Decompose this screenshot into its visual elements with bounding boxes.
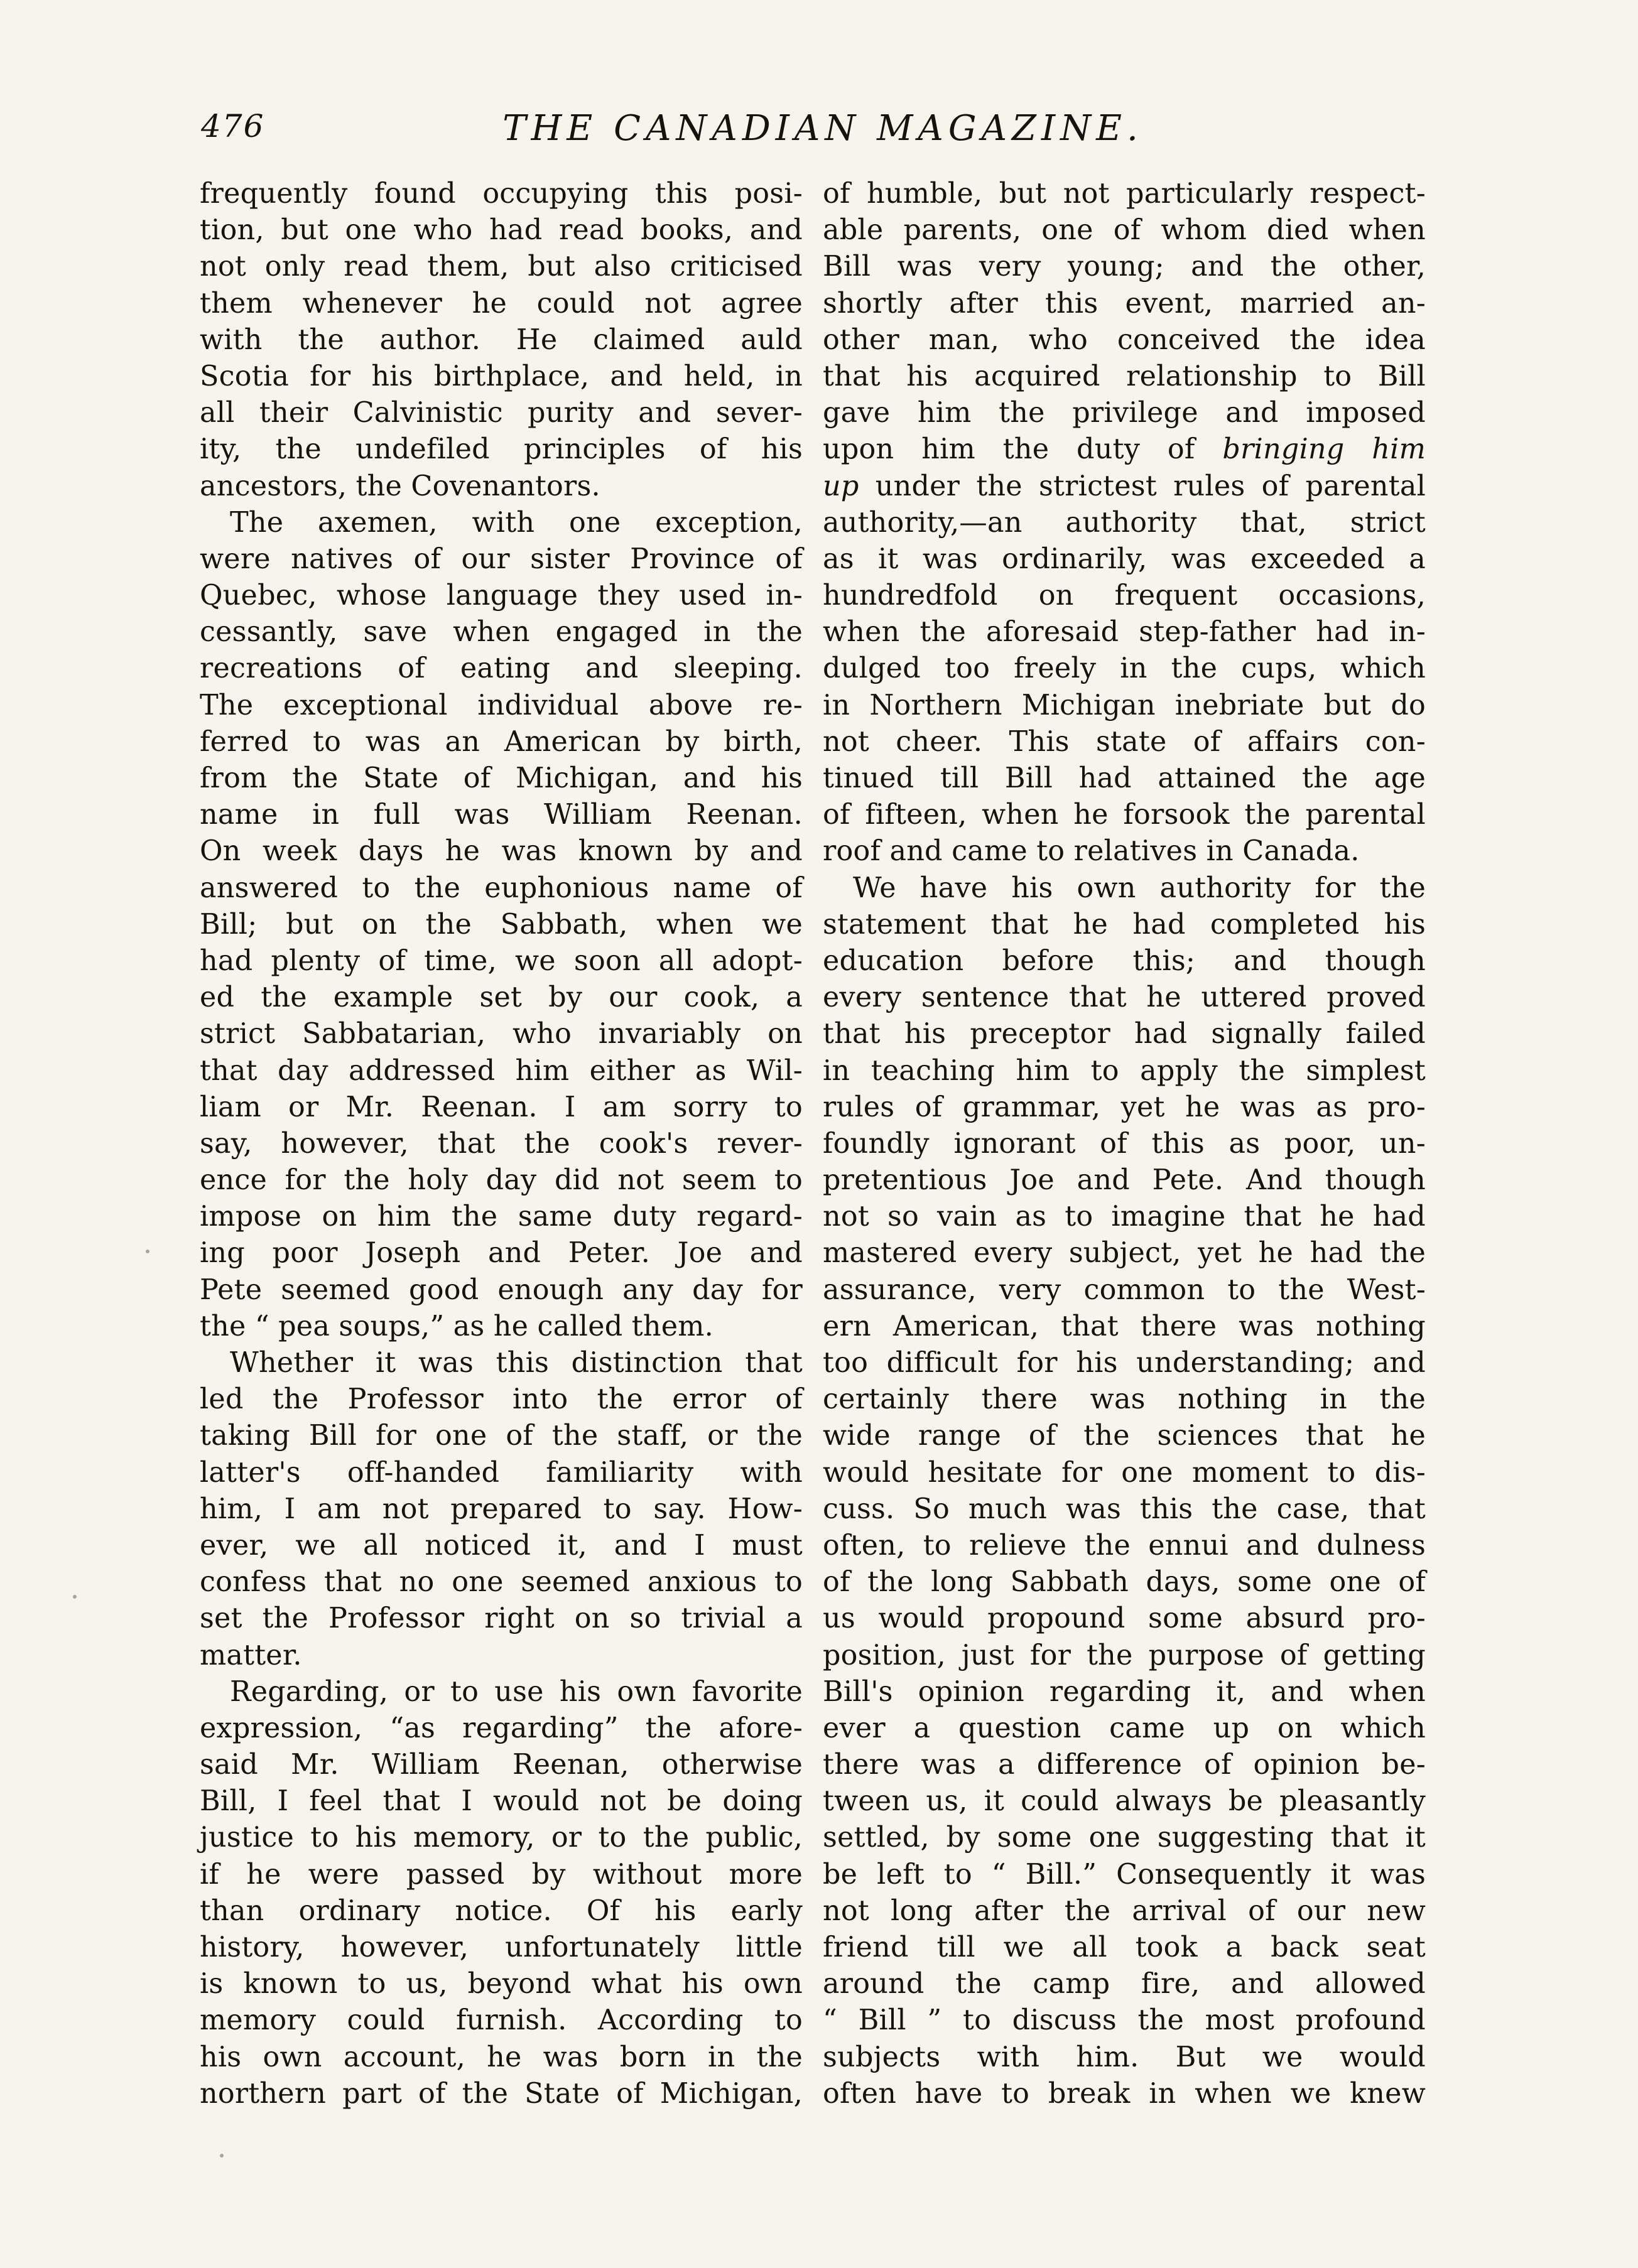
left-column-line: recreations of eating and sleeping.: [200, 652, 803, 685]
left-column-line: were natives of our sister Province of: [200, 543, 803, 575]
left-column: [200, 176, 803, 2112]
right-column-line: rules of grammar, yet he was as pro-: [823, 1091, 1426, 1123]
paper-speck: [73, 1595, 77, 1599]
right-column-line: Bill was very young; and the other,: [823, 251, 1426, 283]
right-column-line: too difficult for his understanding; and: [823, 1347, 1426, 1379]
left-column-line: Whether it was this distinction that: [230, 1347, 803, 1379]
left-column-line: that day addressed him either as Wil-: [200, 1054, 803, 1087]
right-column-line: often, to relieve the ennui and dulness: [823, 1529, 1426, 1562]
running-head: [201, 108, 1445, 158]
right-column-line: other man, who conceived the idea: [823, 323, 1426, 356]
right-column: [823, 176, 1426, 2112]
left-column-line: latter's off-handed familiarity with: [200, 1456, 803, 1489]
left-column-line: them whenever he could not agree: [200, 287, 803, 320]
left-column-line: not only read them, but also criticised: [200, 251, 803, 283]
right-column-line: would hesitate for one moment to dis-: [823, 1456, 1426, 1489]
right-column-line: statement that he had completed his: [823, 908, 1426, 941]
right-column-line: pretentious Joe and Pete. And though: [823, 1164, 1426, 1197]
right-column-line: in Northern Michigan inebriate but do: [823, 689, 1426, 721]
left-column-line: the “ pea soups,” as he called them.: [200, 1310, 714, 1342]
left-column-line: The axemen, with one exception,: [230, 506, 803, 539]
right-column-line: subjects with him. But we would: [823, 2041, 1426, 2073]
right-column-line: that his acquired relationship to Bill: [823, 360, 1426, 392]
left-column-line: history, however, unfortunately little: [200, 1931, 803, 1963]
left-column-line: ed the example set by our cook, a: [200, 981, 803, 1014]
right-column-line: ern American, that there was nothing: [823, 1310, 1426, 1342]
right-column-line: cuss. So much was this the case, that: [823, 1493, 1426, 1525]
left-column-line: from the State of Michigan, and his: [200, 762, 803, 794]
right-column-line: of the long Sabbath days, some one of: [823, 1566, 1426, 1599]
right-column-line: roof and came to relatives in Canada.: [823, 835, 1360, 868]
left-column-line: ever, we all noticed it, and I must: [200, 1529, 803, 1562]
left-column-line: set the Professor right on so trivial a: [200, 1602, 803, 1635]
right-column-line: that his preceptor had signally failed: [823, 1018, 1426, 1050]
right-column-line: gave him the privilege and imposed: [823, 397, 1426, 429]
left-column-line: On week days he was known by and: [200, 835, 803, 868]
right-column-line: shortly after this event, married an-: [823, 287, 1426, 320]
right-column-line: Bill's opinion regarding it, and when: [823, 1675, 1426, 1708]
left-column-line: northern part of the State of Michigan,: [200, 2077, 803, 2110]
right-column-line: able parents, one of whom died when: [823, 214, 1426, 247]
left-column-line: strict Sabbatarian, who invariably on: [200, 1018, 803, 1050]
left-column-line: matter.: [200, 1639, 302, 1671]
right-column-line: around the camp fire, and allowed: [823, 1968, 1426, 2001]
right-column-line: friend till we all took a back seat: [823, 1931, 1426, 1963]
column-gutter: [810, 188, 811, 2122]
left-column-line: say, however, that the cook's rever-: [200, 1127, 803, 1160]
magazine-title: THE CANADIAN MAGAZINE.: [502, 108, 1143, 149]
right-column-line: upon him the duty of bringing him: [823, 433, 1426, 466]
left-column-line: Bill, I feel that I would not be doing: [200, 1785, 803, 1818]
right-column-line: be left to “ Bill.” Consequently it was: [823, 1858, 1426, 1891]
right-column-line: not cheer. This state of affairs con-: [823, 725, 1426, 758]
left-column-line: ancestors, the Covenantors.: [200, 470, 600, 502]
left-column-line: led the Professor into the error of: [200, 1383, 803, 1416]
right-column-line: authority,—an authority that, strict: [823, 506, 1426, 539]
right-column-line: certainly there was nothing in the: [823, 1383, 1426, 1416]
right-column-line: hundredfold on frequent occasions,: [823, 580, 1426, 612]
left-column-line: memory could furnish. According to: [200, 2004, 803, 2037]
left-column-line: had plenty of time, we soon all adopt-: [200, 944, 803, 977]
left-column-line: impose on him the same duty regard-: [200, 1201, 803, 1233]
right-column-line: “ Bill ” to discuss the most profound: [823, 2004, 1426, 2037]
left-column-line: The exceptional individual above re-: [200, 689, 803, 721]
left-column-line: if he were passed by without more: [200, 1858, 803, 1891]
right-column-line: there was a difference of opinion be-: [823, 1749, 1426, 1781]
page-number: 476: [201, 108, 265, 144]
right-column-line: tween us, it could always be pleasantly: [823, 1785, 1426, 1818]
paper-speck: [220, 2154, 224, 2157]
left-column-line: all their Calvinistic purity and sever-: [200, 397, 803, 429]
left-column-line: with the author. He claimed auld: [200, 323, 803, 356]
left-column-line: is known to us, beyond what his own: [200, 1968, 803, 2001]
left-column-line: justice to his memory, or to the public,: [200, 1822, 803, 1854]
left-column-line: Regarding, or to use his own favorite: [230, 1675, 803, 1708]
left-column-line: confess that no one seemed anxious to: [200, 1566, 803, 1599]
left-column-line: ity, the undefiled principles of his: [200, 433, 803, 466]
left-column-line: ing poor Joseph and Peter. Joe and: [200, 1237, 803, 1270]
right-column-line: tinued till Bill had attained the age: [823, 762, 1426, 794]
right-column-line: not long after the arrival of our new: [823, 1894, 1426, 1927]
left-column-line: tion, but one who had read books, and: [200, 214, 803, 247]
right-column-line: education before this; and though: [823, 944, 1426, 977]
left-column-line: him, I am not prepared to say. How-: [200, 1493, 803, 1525]
left-column-line: ferred to was an American by birth,: [200, 725, 803, 758]
right-column-line: We have his own authority for the: [853, 872, 1426, 904]
left-column-line: taking Bill for one of the staff, or the: [200, 1420, 803, 1452]
right-column-line: us would propound some absurd pro-: [823, 1602, 1426, 1635]
left-column-line: his own account, he was born in the: [200, 2041, 803, 2073]
right-column-line: settled, by some one suggesting that it: [823, 1822, 1426, 1854]
left-column-line: Bill; but on the Sabbath, when we: [200, 908, 803, 941]
left-column-line: expression, “as regarding” the afore-: [200, 1712, 803, 1744]
right-column-line: as it was ordinarily, was exceeded a: [823, 543, 1426, 575]
right-column-line: mastered every subject, yet he had the: [823, 1237, 1426, 1270]
left-column-line: Quebec, whose language they used in-: [200, 580, 803, 612]
right-column-line: of fifteen, when he forsook the parental: [823, 799, 1426, 831]
left-column-line: ence for the holy day did not seem to: [200, 1164, 803, 1197]
right-column-line: in teaching him to apply the simplest: [823, 1054, 1426, 1087]
paper-speck: [146, 1250, 149, 1253]
left-column-line: Pete seemed good enough any day for: [200, 1273, 803, 1306]
right-column-line: wide range of the sciences that he: [823, 1420, 1426, 1452]
right-column-line: up under the strictest rules of parental: [823, 470, 1426, 502]
left-column-line: Scotia for his birthplace, and held, in: [200, 360, 803, 392]
right-column-line: every sentence that he uttered proved: [823, 981, 1426, 1014]
right-column-line: not so vain as to imagine that he had: [823, 1201, 1426, 1233]
right-column-line: when the aforesaid step-father had in-: [823, 616, 1426, 649]
left-column-line: answered to the euphonious name of: [200, 872, 803, 904]
right-column-line: of humble, but not particularly respect-: [823, 178, 1426, 210]
right-column-line: foundly ignorant of this as poor, un-: [823, 1127, 1426, 1160]
right-column-line: assurance, very common to the West-: [823, 1273, 1426, 1306]
right-column-line: often have to break in when we knew: [823, 2077, 1426, 2110]
right-column-line: ever a question came up on which: [823, 1712, 1426, 1744]
left-column-line: said Mr. William Reenan, otherwise: [200, 1749, 803, 1781]
left-column-line: liam or Mr. Reenan. I am sorry to: [200, 1091, 803, 1123]
left-column-line: than ordinary notice. Of his early: [200, 1894, 803, 1927]
right-column-line: dulged too freely in the cups, which: [823, 652, 1426, 685]
left-column-line: frequently found occupying this posi-: [200, 178, 803, 210]
left-column-line: name in full was William Reenan.: [200, 799, 803, 831]
right-column-line: position, just for the purpose of getting: [823, 1639, 1426, 1671]
left-column-line: cessantly, save when engaged in the: [200, 616, 803, 649]
